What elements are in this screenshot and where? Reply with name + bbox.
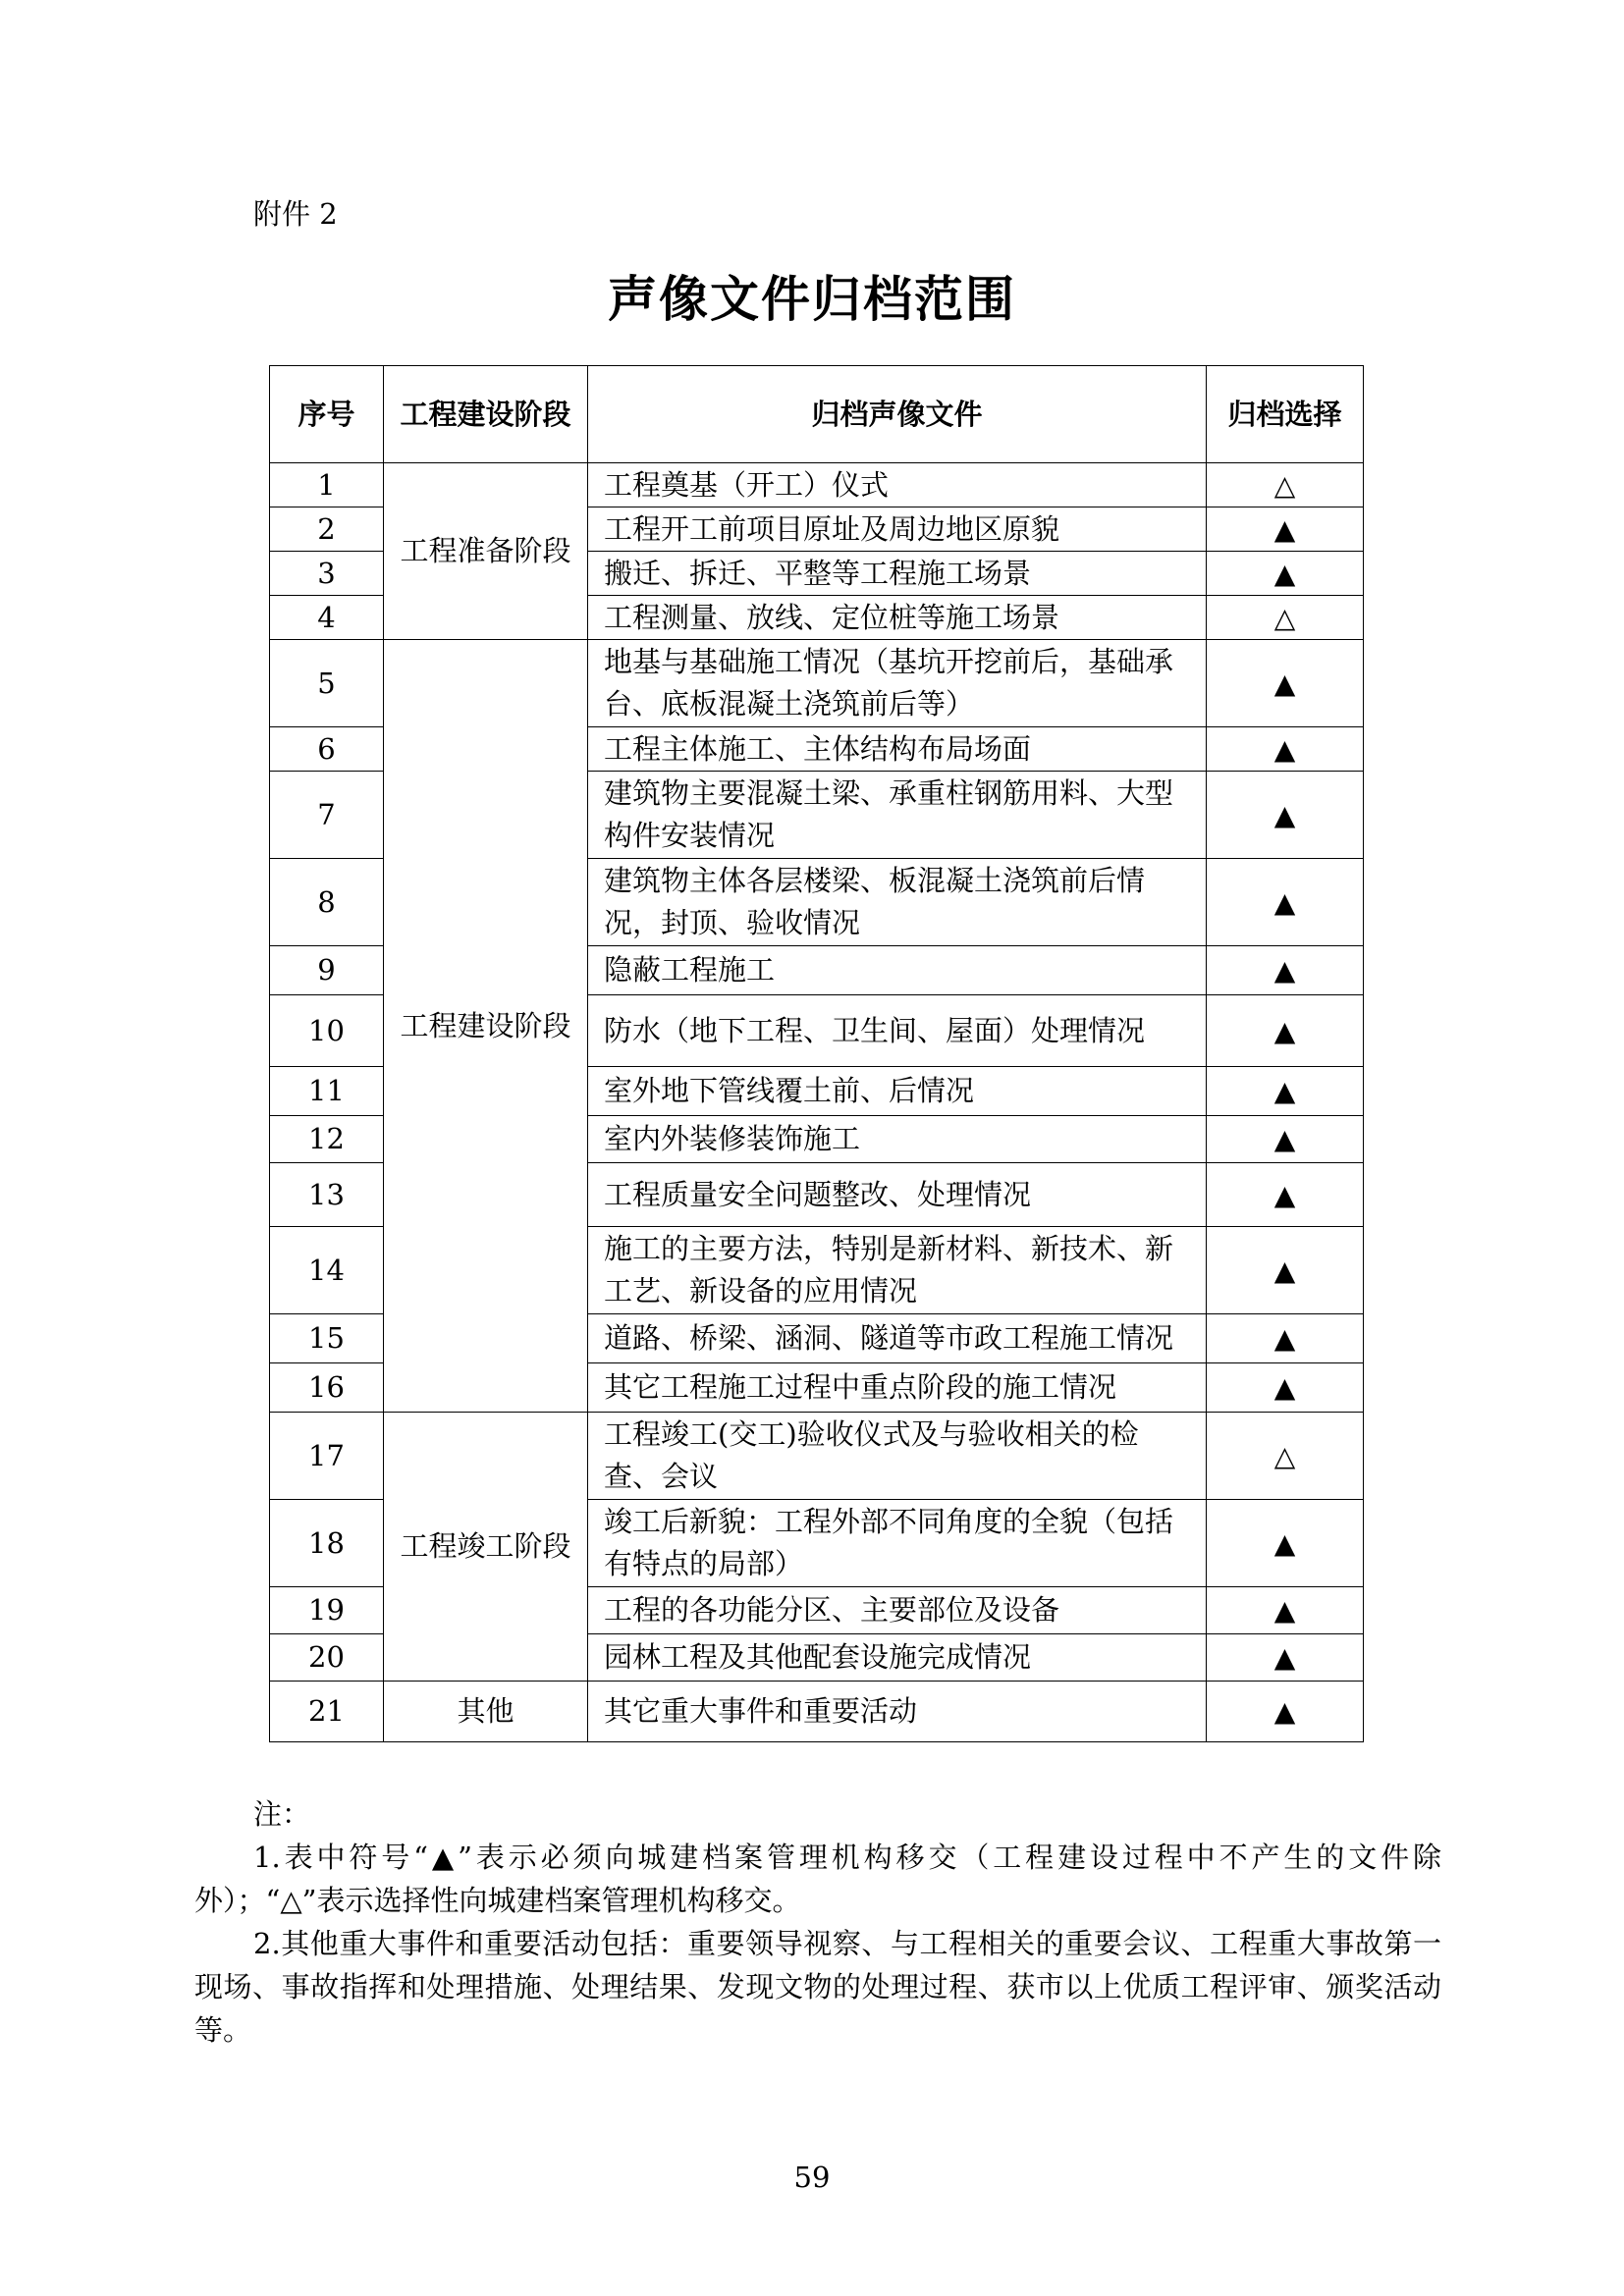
table-body [270, 463, 1364, 1742]
table-header-row [270, 366, 1364, 463]
stage-cell: 工程竣工阶段 [384, 1413, 588, 1682]
archive-file-cell: 其它重大事件和重要活动 [588, 1682, 1207, 1742]
row-number: 6 [270, 727, 384, 772]
archive-scope-table [269, 365, 1364, 1742]
selection-symbol: ▲ [1207, 995, 1364, 1067]
row-number: 18 [270, 1500, 384, 1587]
note-item-1: 1.表中符号“▲”表示必须向城建档案管理机构移交（工程建设过程中不产生的文件除外）；“△”表示选择性向城建档案管理机构移交。 [194, 1841, 1441, 1917]
selection-symbol: ▲ [1207, 1227, 1364, 1314]
row-number: 21 [270, 1682, 384, 1742]
archive-file-cell: 工程竣工(交工)验收仪式及与验收相关的检查、会议 [588, 1413, 1207, 1500]
note-item-2: 2.其他重大事件和重要活动包括：重要领导视察、与工程相关的重要会议、工程重大事故第一现场、事故指挥和处理措施、处理结果、发现文物的处理过程、获市以上优质工程评审、颁奖活动等。 [194, 1927, 1441, 2047]
selection-symbol: ▲ [1207, 859, 1364, 946]
selection-symbol: ▲ [1207, 1163, 1364, 1227]
row-number: 5 [270, 640, 384, 727]
archive-file-cell: 工程奠基（开工）仪式 [588, 463, 1207, 507]
archive-file-cell: 工程的各功能分区、主要部位及设备 [588, 1587, 1207, 1634]
selection-symbol: ▲ [1207, 1116, 1364, 1163]
selection-symbol: ▲ [1207, 1587, 1364, 1634]
selection-symbol: ▲ [1207, 946, 1364, 995]
archive-file-cell: 道路、桥梁、涵洞、隧道等市政工程施工情况 [588, 1314, 1207, 1363]
table-row [270, 640, 1364, 727]
archive-file-cell: 竣工后新貌：工程外部不同角度的全貌（包括有特点的局部） [588, 1500, 1207, 1587]
header-selection: 归档选择 [1207, 366, 1364, 463]
table-row [270, 1682, 1364, 1742]
row-number: 8 [270, 859, 384, 946]
row-number: 2 [270, 507, 384, 552]
archive-file-cell: 建筑物主要混凝土梁、承重柱钢筋用料、大型构件安装情况 [588, 772, 1207, 859]
row-number: 20 [270, 1634, 384, 1682]
table-row [270, 463, 1364, 507]
archive-file-cell: 工程开工前项目原址及周边地区原貌 [588, 507, 1207, 552]
selection-symbol: △ [1207, 463, 1364, 507]
header-stage: 工程建设阶段 [384, 366, 588, 463]
selection-symbol: △ [1207, 596, 1364, 640]
archive-file-cell: 防水（地下工程、卫生间、屋面）处理情况 [588, 995, 1207, 1067]
archive-file-cell: 室外地下管线覆土前、后情况 [588, 1067, 1207, 1116]
row-number: 14 [270, 1227, 384, 1314]
row-number: 11 [270, 1067, 384, 1116]
selection-symbol: ▲ [1207, 640, 1364, 727]
row-number: 9 [270, 946, 384, 995]
row-number: 7 [270, 772, 384, 859]
row-number: 12 [270, 1116, 384, 1163]
selection-symbol: ▲ [1207, 1634, 1364, 1682]
row-number: 1 [270, 463, 384, 507]
row-number: 10 [270, 995, 384, 1067]
stage-cell: 其他 [384, 1682, 588, 1742]
archive-file-cell: 工程主体施工、主体结构布局场面 [588, 727, 1207, 772]
row-number: 13 [270, 1163, 384, 1227]
notes-heading: 注： [253, 1797, 311, 1831]
archive-file-cell: 工程测量、放线、定位桩等施工场景 [588, 596, 1207, 640]
page-number: 59 [793, 2161, 831, 2194]
selection-symbol: ▲ [1207, 1067, 1364, 1116]
row-number: 15 [270, 1314, 384, 1363]
row-number: 16 [270, 1363, 384, 1413]
header-no: 序号 [270, 366, 384, 463]
archive-file-cell: 地基与基础施工情况（基坑开挖前后，基础承台、底板混凝土浇筑前后等） [588, 640, 1207, 727]
archive-file-cell: 施工的主要方法，特别是新材料、新技术、新工艺、新设备的应用情况 [588, 1227, 1207, 1314]
selection-symbol: ▲ [1207, 772, 1364, 859]
row-number: 4 [270, 596, 384, 640]
archive-file-cell: 搬迁、拆迁、平整等工程施工场景 [588, 552, 1207, 596]
archive-file-cell: 工程质量安全问题整改、处理情况 [588, 1163, 1207, 1227]
selection-symbol: △ [1207, 1413, 1364, 1500]
selection-symbol: ▲ [1207, 1314, 1364, 1363]
stage-cell: 工程建设阶段 [384, 640, 588, 1413]
selection-symbol: ▲ [1207, 1682, 1364, 1742]
notes-section [194, 1792, 1441, 2052]
row-number: 3 [270, 552, 384, 596]
table-row [270, 1413, 1364, 1500]
archive-file-cell: 园林工程及其他配套设施完成情况 [588, 1634, 1207, 1682]
selection-symbol: ▲ [1207, 727, 1364, 772]
selection-symbol: ▲ [1207, 1500, 1364, 1587]
page-title: 声像文件归档范围 [608, 271, 1016, 328]
row-number: 17 [270, 1413, 384, 1500]
archive-file-cell: 室内外装修装饰施工 [588, 1116, 1207, 1163]
archive-file-cell: 建筑物主体各层楼梁、板混凝土浇筑前后情况，封顶、验收情况 [588, 859, 1207, 946]
selection-symbol: ▲ [1207, 1363, 1364, 1413]
archive-file-cell: 其它工程施工过程中重点阶段的施工情况 [588, 1363, 1207, 1413]
header-file: 归档声像文件 [588, 366, 1207, 463]
selection-symbol: ▲ [1207, 552, 1364, 596]
attachment-label: 附件 2 [253, 197, 338, 231]
archive-file-cell: 隐蔽工程施工 [588, 946, 1207, 995]
selection-symbol: ▲ [1207, 507, 1364, 552]
stage-cell: 工程准备阶段 [384, 463, 588, 640]
row-number: 19 [270, 1587, 384, 1634]
